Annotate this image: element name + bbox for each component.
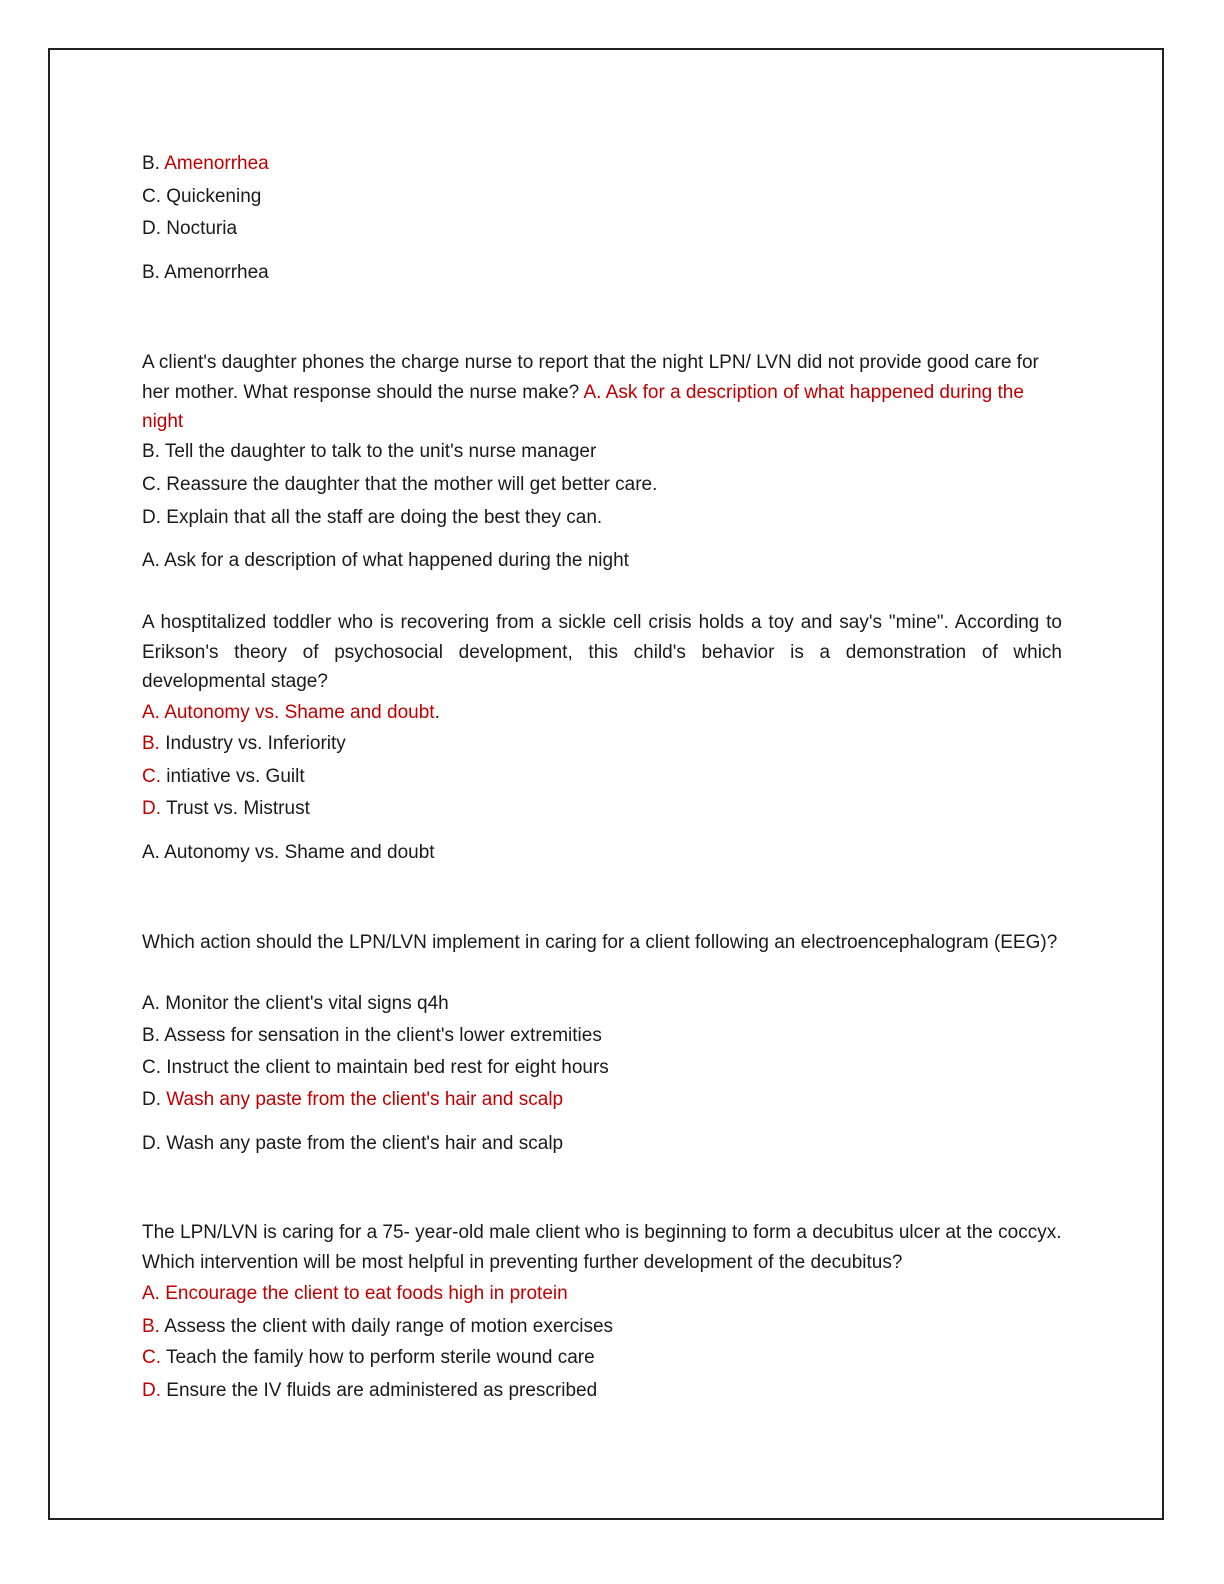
q3-option-a: A. Autonomy vs. Shame and doubt. bbox=[142, 702, 440, 723]
q5-question: The LPN/LVN is caring for a 75- year-old male client who is beginning to form a decubitus ulcer at the coccyx. Which intervention will be most helpful in preventing further development of the decubitus? bbox=[142, 1222, 1062, 1273]
q1-option-d: D. Nocturia bbox=[142, 218, 238, 239]
q2-answer: A. Ask for a description of what happened during the night bbox=[142, 550, 629, 571]
q5-option-a: A. Encourage the client to eat foods high in protein bbox=[142, 1283, 568, 1304]
q3-option-b: B. Industry vs. Inferiority bbox=[142, 733, 346, 754]
q5-option-c: C. Teach the family how to perform sterile wound care bbox=[142, 1347, 595, 1368]
q3-option-d: D. Trust vs. Mistrust bbox=[142, 798, 310, 819]
q4-option-a: A. Monitor the client's vital signs q4h bbox=[142, 993, 449, 1014]
q2-question: A client's daughter phones the charge nurse to report that the night LPN/ LVN did not provide good care for her mother. What response should the nurse make? A. Ask for a description of what happened during the night bbox=[142, 352, 1039, 432]
q4-option-c: C. Instruct the client to maintain bed rest for eight hours bbox=[142, 1057, 609, 1078]
q4-option-b: B. Assess for sensation in the client's lower extremities bbox=[142, 1025, 602, 1046]
q1-option-c: C. Quickening bbox=[142, 186, 262, 207]
q1-answer: B. Amenorrhea bbox=[142, 262, 269, 283]
q4-answer: D. Wash any paste from the client's hair and scalp bbox=[142, 1133, 564, 1154]
q4-option-d: D. Wash any paste from the client's hair and scalp bbox=[142, 1089, 564, 1110]
q2-option-a: A. Ask for a description of what happened during the night bbox=[142, 381, 1024, 432]
q5-option-b: B. Assess the client with daily range of motion exercises bbox=[142, 1316, 614, 1337]
q3-answer: A. Autonomy vs. Shame and doubt bbox=[142, 842, 435, 863]
q2-option-d: D. Explain that all the staff are doing the best they can. bbox=[142, 507, 603, 528]
q4-question: Which action should the LPN/LVN implement in caring for a client following an electroencephalogram (EEG)? bbox=[142, 932, 1058, 953]
q1-option-b: B. Amenorrhea bbox=[142, 153, 269, 174]
q3-option-c: C. intiative vs. Guilt bbox=[142, 766, 305, 787]
q2-option-b: B. Tell the daughter to talk to the unit's nurse manager bbox=[142, 441, 597, 462]
q3-question: A hosptitalized toddler who is recovering from a sickle cell crisis holds a toy and say's "mine". According to Erikson's theory of psychosocial development, this child's behavior is a demonstration of which developmental stage? bbox=[142, 612, 1062, 692]
q2-option-c: C. Reassure the daughter that the mother will get better care. bbox=[142, 474, 658, 495]
q5-option-d: D. Ensure the IV fluids are administered as prescribed bbox=[142, 1380, 598, 1401]
